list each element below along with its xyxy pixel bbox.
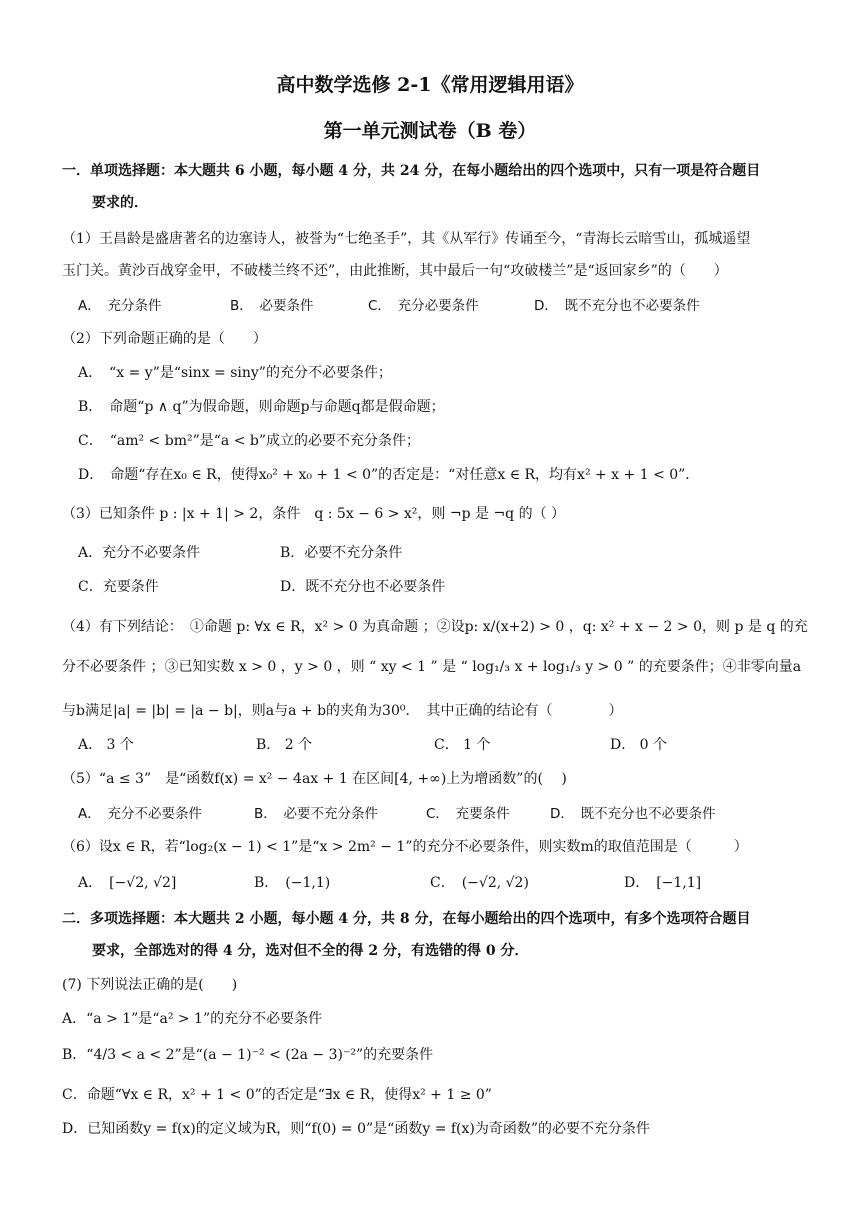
- q7-option-c: C．命题“∀x ∈ R，x² + 1 < 0”的否定是“∃x ∈ R，使得x² + 1 ≥ 0”: [62, 1087, 492, 1103]
- q4-line1: （4）有下列结论： ①命题 p: ∀x ∈ R，x² > 0 为真命题 ；②设p: x/(x+2) > 0 ，q: x² + x − 2 > 0，则 p 是 q 的充: [62, 619, 808, 635]
- q5-option-d: D． 既不充分也不必要条件: [550, 806, 716, 822]
- q6-stem: （6）设x ∈ R，若“log₂(x − 1) < 1”是“x > 2m² − 1”的充分不必要条件，则实数m的取值范围是（ ）: [62, 839, 748, 855]
- q4-line2: 分不必要条件 ；③已知实数 x > 0 ，y > 0 ，则 “ xy < 1 ” 是 “ log₁/₃ x + log₁/₃ y > 0 ” 的充要条件；④非零向量a: [62, 659, 802, 675]
- q2-option-c: C． “am² < bm²”是“a < b”成立的必要不充分条件；: [78, 433, 420, 449]
- q2-option-d: D． 命题“存在x₀ ∈ R，使得x₀² + x₀ + 1 < 0”的否定是：“对任意x ∈ R，均有x² + x + 1 < 0”．: [78, 467, 700, 483]
- q3-options-row1: [78, 542, 838, 562]
- q1-line1: （1）王昌龄是盛唐著名的边塞诗人，被誉为“七绝圣手”，其《从军行》传诵至今，“青海长云暗雪山，孤城遥望: [62, 231, 751, 247]
- q7-option-a: A．“a > 1”是“a² > 1”的充分不必要条件: [62, 1011, 323, 1027]
- q1-option-b: B． 必要条件: [230, 298, 314, 314]
- q6-options: [78, 872, 838, 892]
- q4-option-c: C． 1 个: [434, 737, 491, 753]
- q7-stem: (7) 下列说法正确的是( ): [62, 977, 238, 993]
- q4-option-a: A． 3 个: [78, 737, 134, 753]
- q6-option-c: C． (−√2, √2): [430, 875, 529, 891]
- section1-heading-cont: 要求的．: [92, 195, 148, 211]
- q3-option-b: B．必要不充分条件: [280, 545, 403, 561]
- section1-heading: 一．单项选择题：本大题共 6 小题，每小题 4 分，共 24 分，在每小题给出的四个选项中，只有一项是符合题目: [62, 163, 761, 179]
- q3-option-d: D．既不充分也不必要条件: [280, 579, 446, 595]
- q5-option-a: A． 充分不必要条件: [78, 806, 202, 822]
- q6-option-b: B． (−1,1): [254, 875, 331, 891]
- q4-option-d: D． 0 个: [610, 737, 668, 753]
- q1-option-c: C． 充分必要条件: [368, 298, 479, 314]
- q7-option-b: B．“4/3 < a < 2”是“(a − 1)⁻² < (2a − 3)⁻²”的充要条件: [62, 1047, 434, 1063]
- page-title: 高中数学选修 2-1《常用逻辑用语》: [276, 74, 584, 96]
- section2-heading-cont: 要求，全部选对的得 4 分，选对但不全的得 2 分，有选错的得 0 分．: [92, 943, 529, 959]
- q2-option-b: B． 命题“p ∧ q”为假命题，则命题p与命题q都是假命题；: [78, 399, 445, 415]
- q3-option-c: C．充要条件: [78, 579, 159, 595]
- q2-stem: （2）下列命题正确的是（ ）: [62, 331, 267, 347]
- q3-stem: （3）已知条件 p : |x + 1| > 2，条件 q : 5x − 6 > x²，则 ¬p 是 ¬q 的（ ）: [62, 506, 566, 522]
- q3-option-a: A．充分不必要条件: [78, 545, 201, 561]
- q5-stem: （5）“a ≤ 3” 是“函数f(x) = x² − 4ax + 1 在区间[4, +∞)上为增函数”的( ): [62, 771, 567, 787]
- q6-option-a: A． [−√2, √2]: [78, 875, 177, 891]
- q5-option-c: C． 充要条件: [426, 806, 510, 822]
- q1-option-d: D． 既不充分也不必要条件: [534, 298, 700, 314]
- q5-option-b: B． 必要不充分条件: [254, 806, 379, 822]
- q2-option-a: A． “x = y”是“sinx = siny”的充分不必要条件；: [78, 365, 392, 381]
- q1-options: [78, 294, 838, 314]
- q3-options-row2: [78, 576, 838, 596]
- q1-line2: 玉门关。黄沙百战穿金甲，不破楼兰终不还”，由此推断，其中最后一句“攻破楼兰”是“返回家乡”的（ ）: [62, 263, 728, 279]
- q7-option-d: D．已知函数y = f(x)的定义域为R，则“f(0) = 0”是“函数y = f(x)为奇函数”的必要不充分条件: [62, 1121, 651, 1137]
- page-subtitle: 第一单元测试卷（B 卷）: [323, 120, 537, 142]
- q4-line3: 与b满足|a| = |b| = |a − b|，则a与a + b的夹角为30⁰． 其中正确的结论有（ ）: [62, 703, 623, 719]
- q4-option-b: B． 2 个: [256, 737, 313, 753]
- q5-options: [78, 802, 838, 822]
- section2-heading: 二．多项选择题：本大题共 2 小题，每小题 4 分，共 8 分，在每小题给出的四个选项中，有多个选项符合题目: [62, 911, 751, 927]
- q1-option-a: A． 充分条件: [78, 298, 162, 314]
- q6-option-d: D． [−1,1]: [624, 875, 702, 891]
- q4-options: [78, 734, 838, 754]
